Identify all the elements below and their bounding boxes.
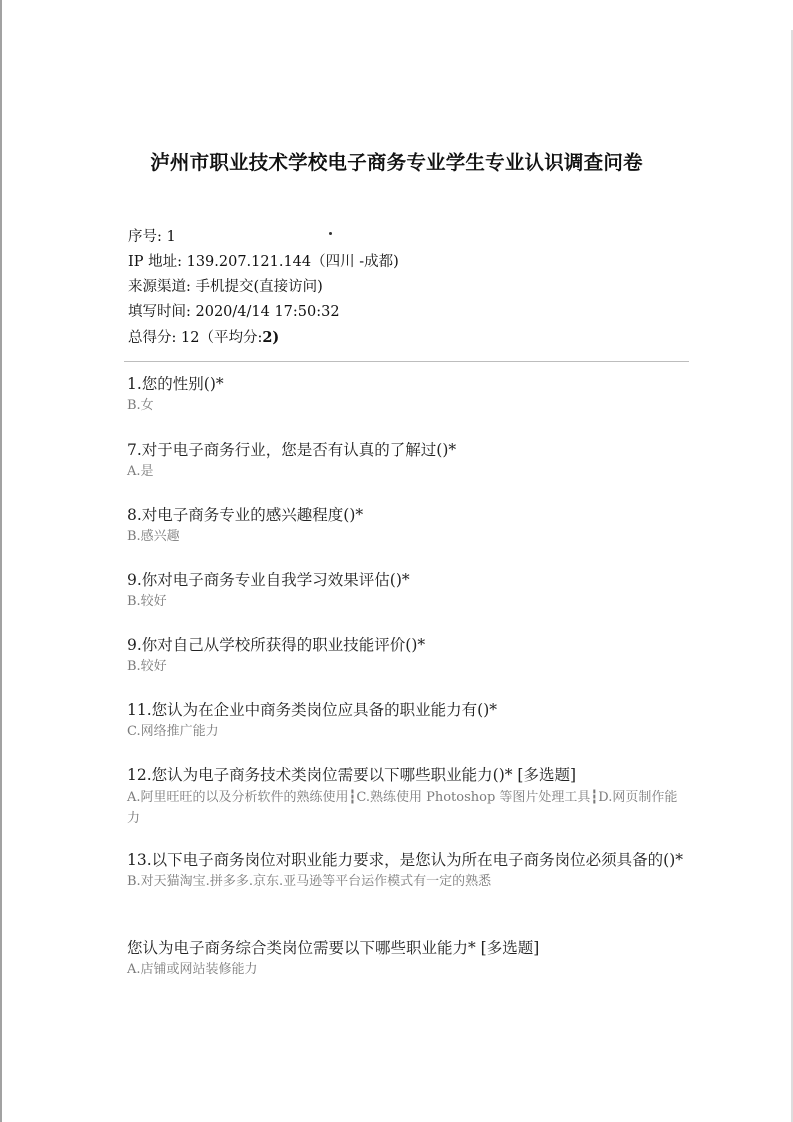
question-item	[127, 439, 687, 482]
meta-score-average: 2)	[262, 329, 280, 346]
answer-text: B.女	[127, 398, 154, 413]
meta-source-value: 手机提交(直接访问)	[195, 279, 323, 295]
question-item	[127, 937, 687, 980]
meta-serial-value: 1	[166, 229, 176, 245]
section-divider	[124, 361, 689, 362]
question-text: 您认为电子商务综合类岗位需要以下哪些职业能力* [多选题]	[127, 939, 540, 957]
meta-ip	[128, 250, 399, 275]
question-text: 12.您认为电子商务技术类岗位需要以下哪些职业能力()* [多选题]	[127, 766, 577, 784]
question-text: 13.以下电子商务岗位对职业能力要求，是您认为所在电子商务岗位必须具备的()*	[127, 851, 683, 869]
question-item	[127, 373, 687, 416]
meta-source-label: 来源渠道:	[128, 279, 191, 295]
meta-ip-value: 139.207.121.144（四川 -成都)	[186, 254, 399, 270]
answer-text: B.较好	[127, 594, 167, 609]
meta-time-label: 填写时间:	[128, 304, 191, 320]
question-item	[127, 634, 687, 677]
question-text: 1.您的性别()*	[127, 375, 224, 393]
question-text: 8.对电子商务专业的感兴趣程度()*	[127, 506, 364, 524]
meta-score-value: 12（平均分:	[181, 330, 263, 346]
meta-serial-label: 序号:	[128, 229, 162, 245]
question-text: 9.你对自己从学校所获得的职业技能评价()*	[127, 636, 426, 654]
answer-text: A.阿里旺旺的以及分析软件的熟练使用┇C.熟练使用 Photoshop 等图片处理工具┇D.网页制作能力	[127, 790, 678, 826]
question-item	[127, 569, 687, 612]
answer-text: A.店铺或网站装修能力	[127, 962, 258, 977]
question-text: 11.您认为在企业中商务类岗位应具备的职业能力有()*	[127, 701, 497, 719]
meta-score	[128, 325, 399, 351]
document-title: 泸州市职业技术学校电子商务专业学生专业认识调查问卷	[150, 151, 643, 174]
question-item	[127, 699, 687, 742]
answer-text: A.是	[127, 464, 154, 479]
meta-serial	[128, 225, 399, 250]
answer-text: B.较好	[127, 659, 167, 674]
answer-text: C.网络推广能力	[127, 724, 219, 739]
question-item	[127, 504, 687, 547]
answer-text: B.对天猫淘宝.拼多多.京东.亚马逊等平台运作模式有一定的熟悉	[127, 874, 492, 889]
meta-score-label: 总得分:	[128, 330, 177, 346]
meta-ip-label: IP 地址:	[128, 254, 182, 270]
meta-source	[128, 275, 399, 300]
meta-time-value: 2020/4/14 17:50:32	[195, 304, 340, 320]
response-meta	[128, 225, 399, 351]
answer-text: B.感兴趣	[127, 529, 180, 544]
scan-speck	[329, 232, 332, 235]
meta-time	[128, 300, 399, 325]
question-text: 7.对于电子商务行业，您是否有认真的了解过()*	[127, 441, 457, 459]
question-text: 9.你对电子商务专业自我学习效果评估()*	[127, 571, 410, 589]
question-item	[127, 849, 687, 892]
question-item	[127, 764, 687, 829]
